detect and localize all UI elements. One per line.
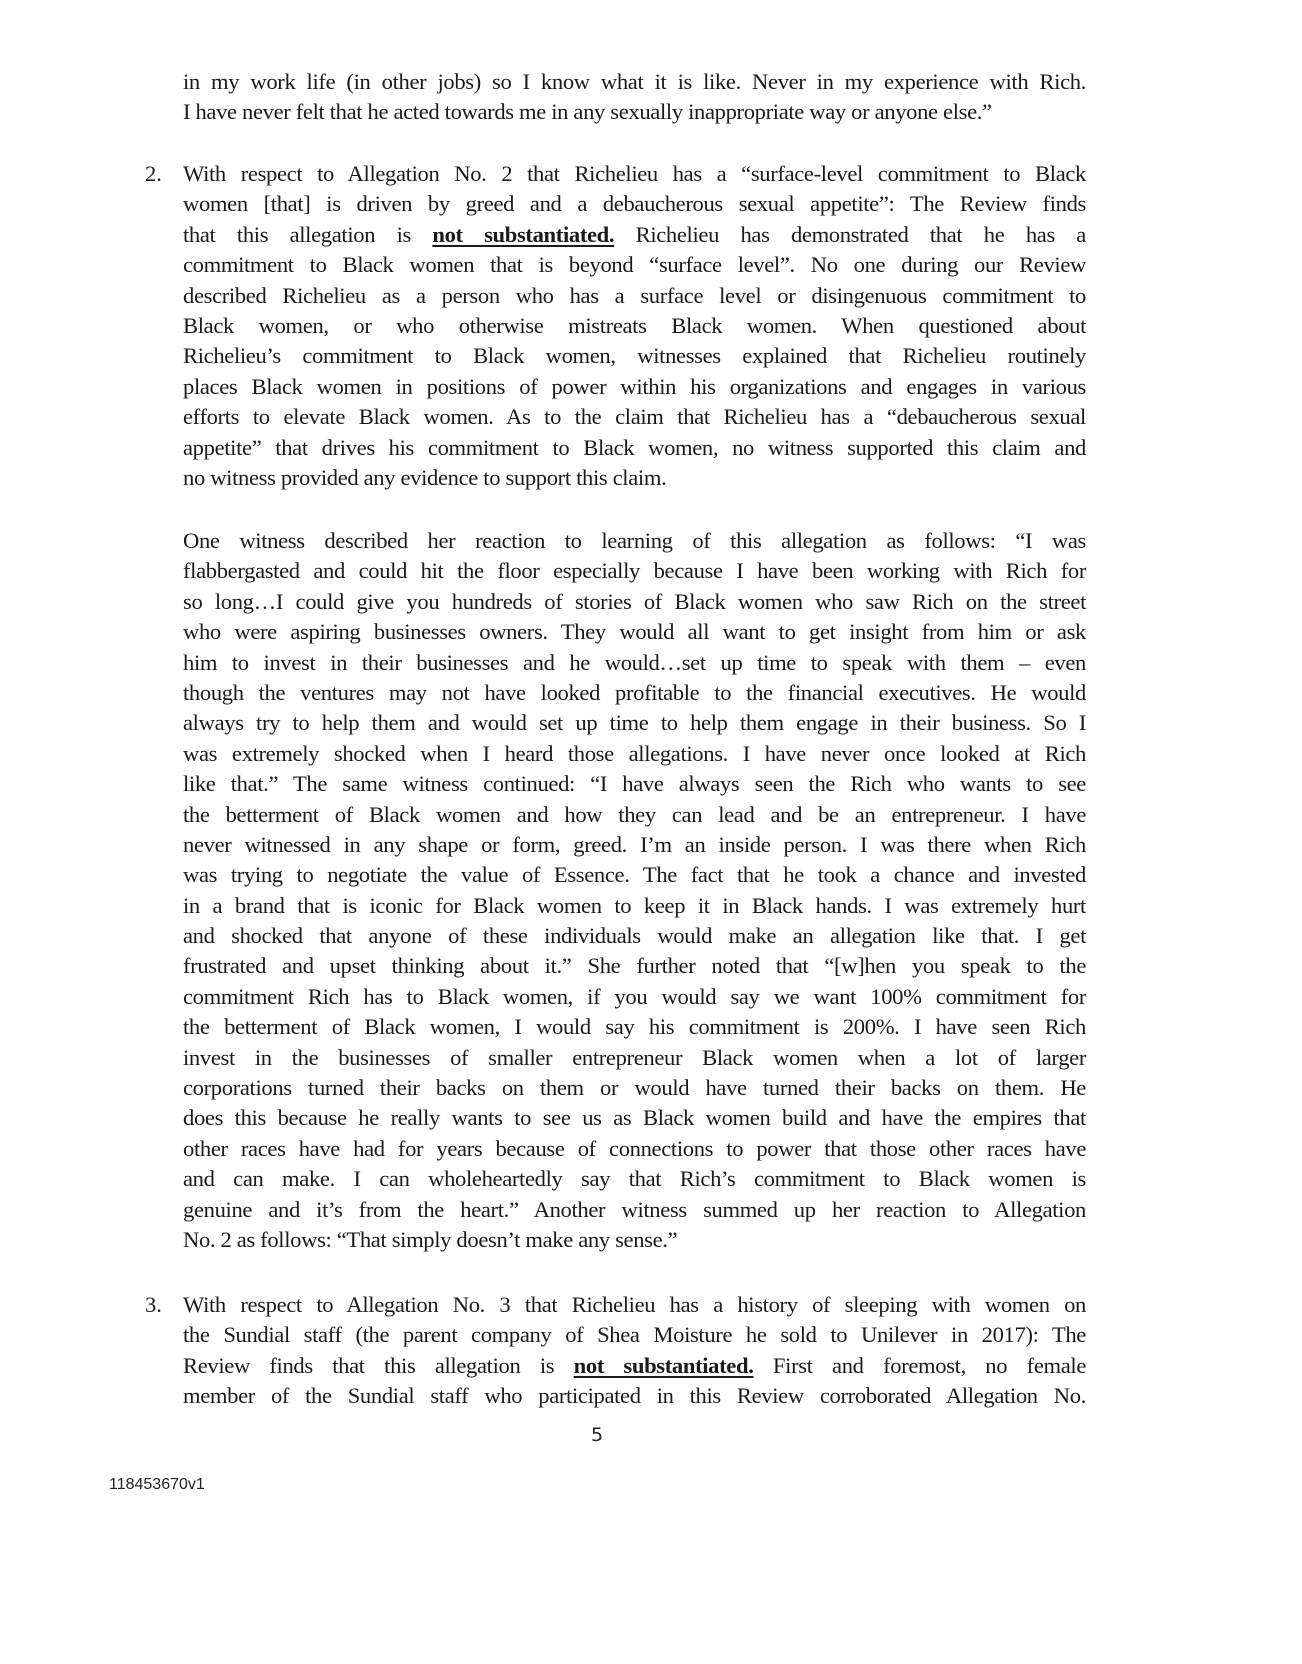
text-line: invest in the businesses of smaller entrepreneur Black women when a lot of larger (183, 1044, 1086, 1070)
text-line: efforts to elevate Black women. As to the claim that Richelieu has a “debaucherous sexual (183, 404, 1086, 430)
text-line: other races have had for years because of connections to power that those other races have (183, 1135, 1086, 1161)
continuation-quote (183, 67, 1086, 128)
text-line: and can make. I can wholeheartedly say that Rich’s commitment to Black women is (183, 1166, 1086, 1192)
text-line: the betterment of Black women, I would say his commitment is 200%. I have seen Rich (183, 1014, 1086, 1040)
witness-paragraph (183, 526, 1086, 1255)
text-line: who were aspiring businesses owners. They would all want to get insight from him or ask (183, 619, 1086, 645)
text-line: Black women, or who otherwise mistreats Black women. When questioned about (183, 312, 1086, 338)
text-line: in a brand that is iconic for Black women to keep it in Black hands. I was extremely hurt (183, 892, 1086, 918)
text-line: member of the Sundial staff who participated in this Review corroborated Allegation No. (183, 1383, 1086, 1409)
text-line: With respect to Allegation No. 2 that Richelieu has a “surface-level commitment to Black (183, 161, 1086, 186)
text-span: Review finds that this allegation is (183, 1352, 574, 1378)
finding-not-substantiated: not substantiated. (432, 221, 615, 247)
text-line: commitment to Black women that is beyond “surface level”. No one during our Review (183, 252, 1086, 278)
text-line: I have never felt that he acted towards me in any sexually inappropriate way or anyone else.” (183, 99, 992, 125)
text-line: and shocked that anyone of these individuals would make an allegation like that. I get (183, 923, 1086, 949)
page-number: 5 (590, 1424, 604, 1446)
text-line: With respect to Allegation No. 3 that Richelieu has a history of sleeping with women on (183, 1292, 1086, 1317)
text-line: the Sundial staff (the parent company of Shea Moisture he sold to Unilever in 2017): The (183, 1322, 1086, 1348)
text-line: described Richelieu as a person who has a surface level or disingenuous commitment to (183, 282, 1086, 308)
text-line: in my work life (in other jobs) so I know what it is like. Never in my experience with Rich. (183, 69, 1086, 94)
finding-line (183, 1351, 1086, 1381)
text-line: frustrated and upset thinking about it.” She further noted that “[w]hen you speak to the (183, 953, 1086, 979)
text-line: appetite” that drives his commitment to Black women, no witness supported this claim and (183, 434, 1086, 460)
finding-line (183, 220, 1086, 250)
text-span: First and foremost, no female (753, 1352, 1087, 1378)
text-line: though the ventures may not have looked profitable to the financial executives. He would (183, 679, 1086, 705)
text-span: that this allegation is (183, 221, 433, 247)
allegation-3-paragraph (183, 1290, 1086, 1412)
text-line: genuine and it’s from the heart.” Another witness summed up her reaction to Allegation (183, 1196, 1086, 1222)
text-line: does this because he really wants to see us as Black women build and have the empires that (183, 1105, 1086, 1131)
text-line: was trying to negotiate the value of Essence. The fact that he took a chance and invested (183, 862, 1086, 888)
text-line: never witnessed in any shape or form, greed. I’m an inside person. I was there when Rich (183, 831, 1086, 857)
allegation-2-paragraph (183, 159, 1086, 493)
text-line: places Black women in positions of power within his organizations and engages in various (183, 373, 1086, 399)
text-line: Richelieu’s commitment to Black women, witnesses explained that Richelieu routinely (183, 343, 1086, 369)
text-line: corporations turned their backs on them or would have turned their backs on them. He (183, 1075, 1086, 1101)
text-line: the betterment of Black women and how they can lead and be an entrepreneur. I have (183, 801, 1086, 827)
text-line: women [that] is driven by greed and a debaucherous sexual appetite”: The Review finds (183, 191, 1086, 217)
list-number-2: 2. (145, 161, 162, 186)
text-line: so long…I could give you hundreds of stories of Black women who saw Rich on the street (183, 588, 1086, 614)
finding-not-substantiated: not substantiated. (573, 1352, 754, 1378)
text-line: flabbergasted and could hit the floor especially because I have been working with Rich for (183, 558, 1086, 584)
document-id-footer: 118453670v1 (109, 1476, 205, 1493)
text-line: like that.” The same witness continued: “I have always seen the Rich who wants to see (183, 771, 1086, 797)
text-line: commitment Rich has to Black women, if you would say we want 100% commitment for (183, 983, 1086, 1009)
text-line: One witness described her reaction to learning of this allegation as follows: “I was (183, 528, 1086, 553)
text-line: always try to help them and would set up time to help them engage in their business. So I (183, 710, 1086, 736)
list-number-3: 3. (145, 1292, 162, 1317)
text-line: him to invest in their businesses and he would…set up time to speak with them – even (183, 649, 1086, 675)
text-line: no witness provided any evidence to support this claim. (183, 464, 667, 490)
text-span: Richelieu has demonstrated that he has a (614, 221, 1086, 247)
text-line: was extremely shocked when I heard those allegations. I have never once looked at Rich (183, 740, 1086, 766)
text-line: No. 2 as follows: “That simply doesn’t make any sense.” (183, 1226, 678, 1252)
